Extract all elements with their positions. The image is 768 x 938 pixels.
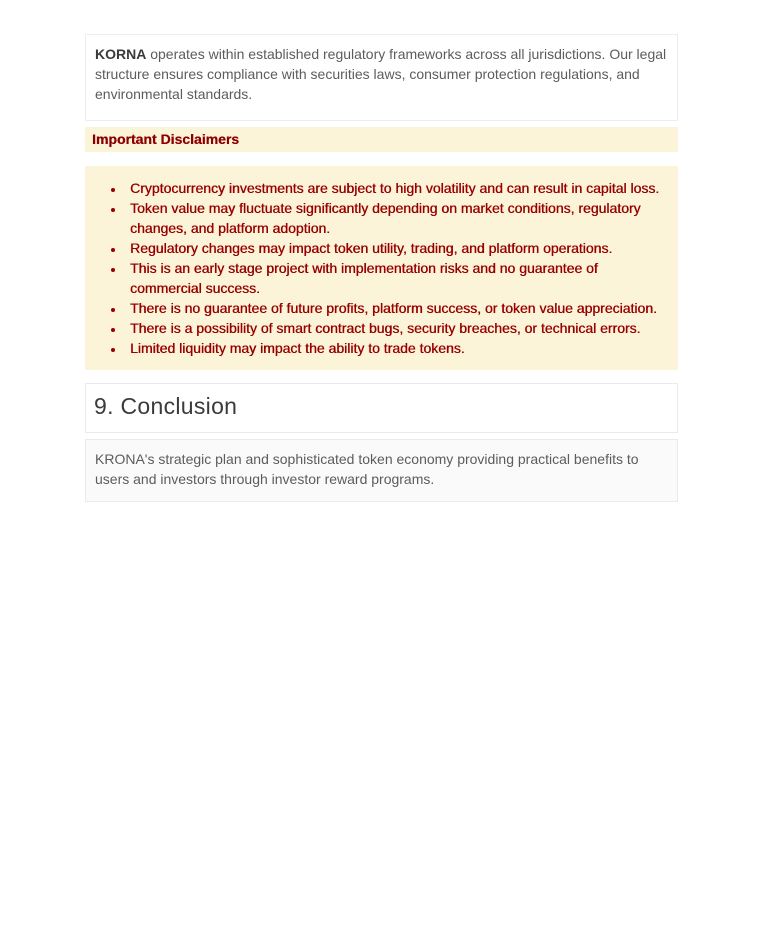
disclaimers-heading: Important Disclaimers: [85, 127, 678, 152]
disclaimer-item: • There is a possibility of smart contract bugs, security breaches, or technical errors.: [125, 318, 664, 338]
disclaimer-item: • Token value may fluctuate significantly depending on market conditions, regulatory changes, and platform adoption.: [125, 198, 664, 238]
conclusion-paragraph-block: [85, 439, 678, 502]
disclaimer-item: • This is an early stage project with implementation risks and no guarantee of commercial success.: [125, 258, 664, 298]
conclusion-text: KRONA's strategic plan and sophisticated token economy providing practical benefits to users and investors through investor reward programs.: [95, 451, 639, 487]
intro-text: operates within established regulatory frameworks across all jurisdictions. Our legal structure ensures compliance with securities laws, consumer protection regulations, and environmental standards.: [95, 46, 667, 102]
disclaimers-list: [99, 178, 664, 358]
disclaimer-item: • There is no guarantee of future profits, platform success, or token value appreciation.: [125, 298, 664, 318]
conclusion-heading: 9. Conclusion: [94, 393, 238, 419]
intro-paragraph-block: [85, 34, 678, 121]
conclusion-heading-box: [85, 383, 678, 433]
disclaimer-item: • Limited liquidity may impact the ability to trade tokens.: [125, 338, 664, 358]
document-page: [85, 34, 678, 502]
disclaimers-box: [85, 166, 678, 370]
brand-name: KORNA: [95, 46, 147, 62]
disclaimer-item: • Cryptocurrency investments are subject to high volatility and can result in capital loss.: [125, 178, 664, 198]
disclaimer-item: • Regulatory changes may impact token utility, trading, and platform operations.: [125, 238, 664, 258]
